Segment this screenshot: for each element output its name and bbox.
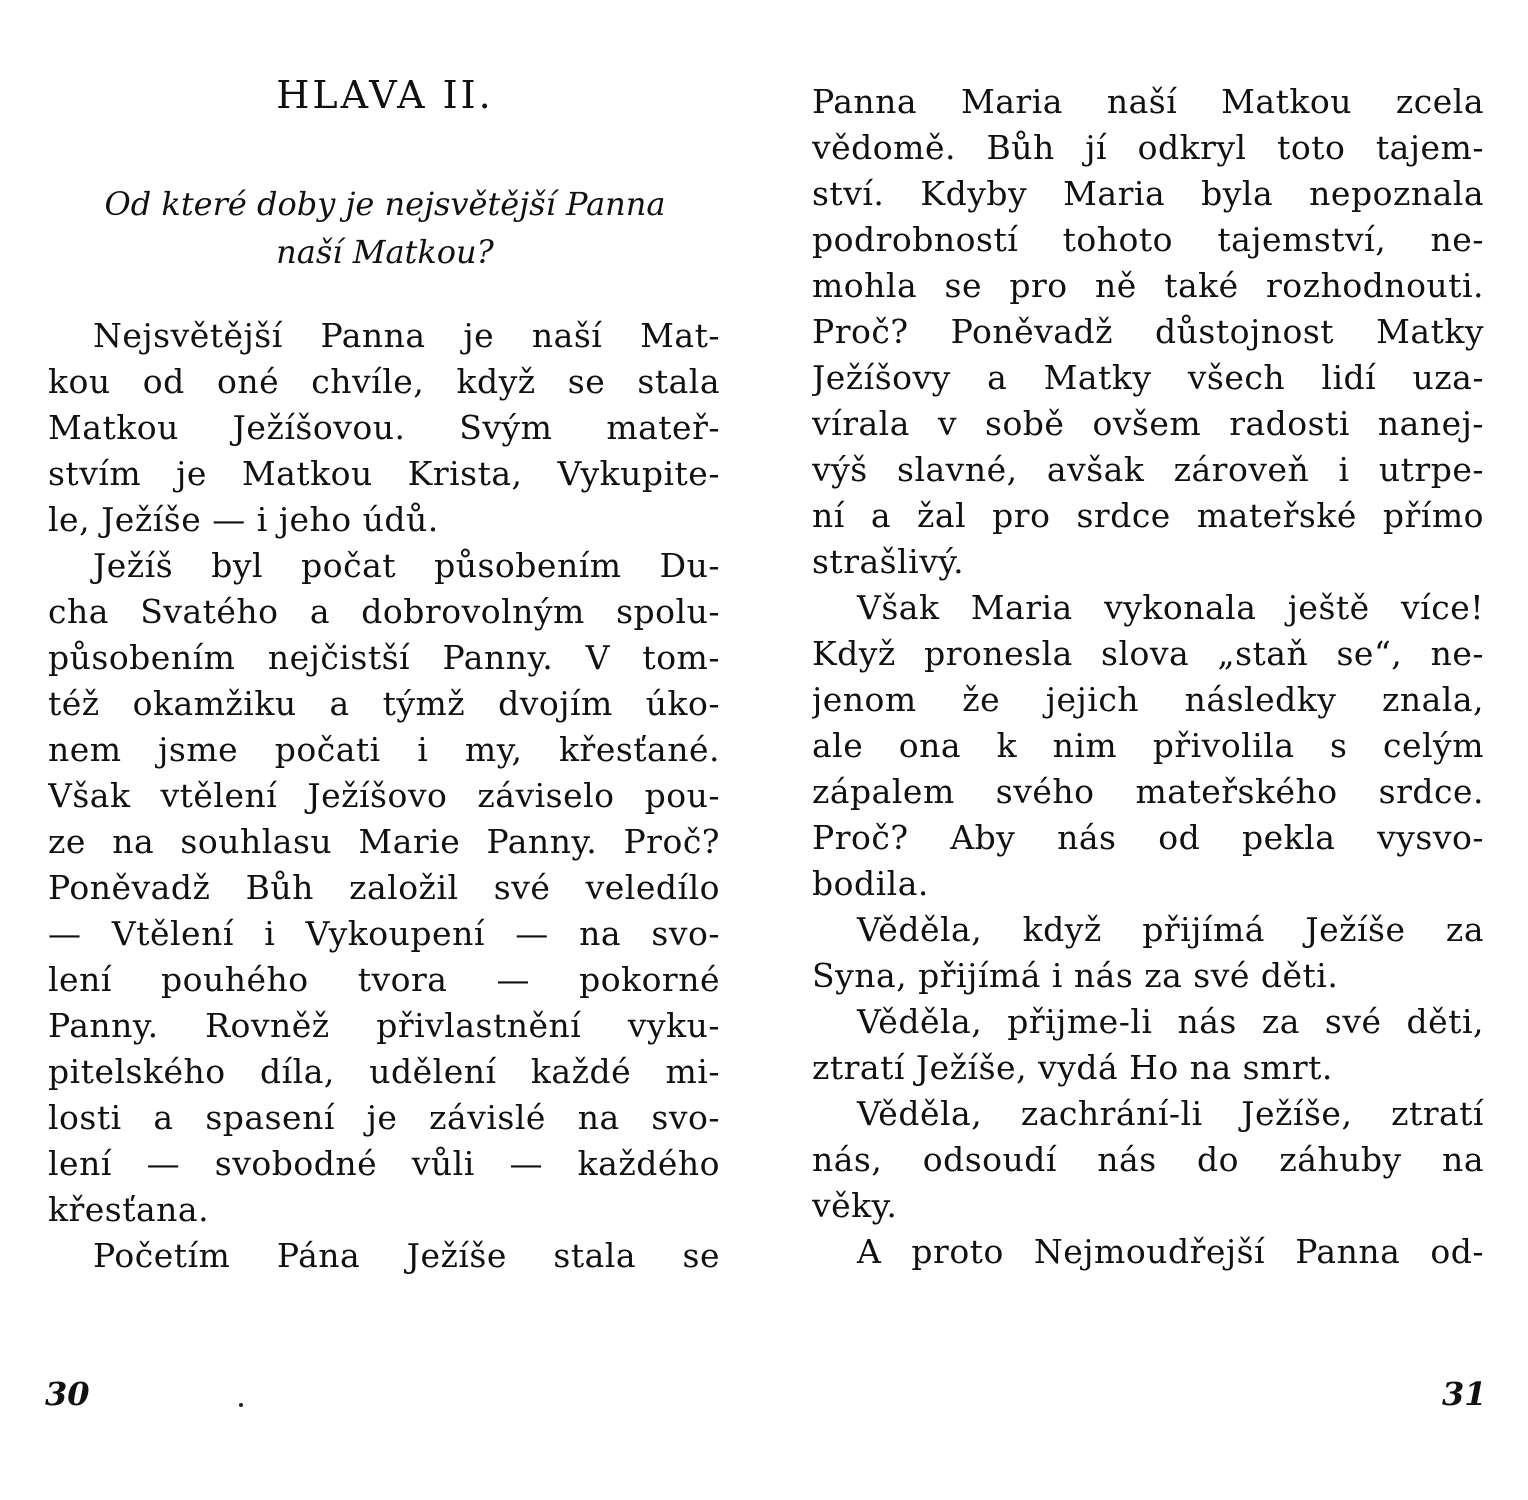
text-line: nás, odsoudí nás do záhuby na [812, 1140, 1484, 1179]
text-line: Syna, přijímá i nás za své děti. [812, 956, 1339, 995]
text-line: ství. Kdyby Maria byla nepoznala [812, 174, 1484, 213]
right-page [764, 0, 1528, 1500]
text-line: lení — svobodné vůli — každého [48, 1144, 720, 1183]
text-line: též okamžiku a týmž dvojím úko- [48, 684, 720, 723]
chapter-question [45, 180, 725, 276]
text-line: Však vtělení Ježíšovo záviselo pou- [48, 776, 720, 815]
text-line: Nejsvětější Panna je naší Mat- [93, 316, 720, 355]
text-line: Ježíš byl počat působením Du- [93, 546, 720, 585]
text-line: — Vtělení i Vykoupení — na svo- [48, 914, 720, 953]
text-line: Proč? Aby nás od pekla vysvo- [812, 818, 1484, 857]
text-line: A proto Nejmoudřejší Panna od- [857, 1232, 1484, 1271]
text-line: vírala v sobě ovšem radosti nanej- [812, 404, 1484, 443]
text-line: působením nejčistší Panny. V tom- [48, 638, 720, 677]
text-line: strašlivý. [812, 542, 965, 581]
text-line: Panny. Rovněž přivlastnění vyku- [48, 1006, 720, 1045]
text-line: Proč? Poněvadž důstojnost Matky [812, 312, 1484, 351]
text-line: Když pronesla slova „staň se“, ne- [812, 634, 1484, 673]
text-line: Matkou Ježíšovou. Svým mateř- [48, 408, 720, 447]
text-line: bodila. [812, 864, 929, 903]
page-number: 30 [45, 1375, 90, 1413]
print-speck [239, 1403, 243, 1407]
text-line: výš slavné, avšak zároveň i utrpe- [812, 450, 1484, 489]
text-line: podrobností tohoto tajemství, ne- [812, 220, 1484, 259]
text-line: ze na souhlasu Marie Panny. Proč? [48, 822, 720, 861]
right-body-text [812, 79, 1484, 1275]
text-line: Věděla, přijme-li nás za své děti, [857, 1002, 1484, 1041]
text-line: vědomě. Bůh jí odkryl toto tajem- [812, 128, 1484, 167]
text-line: Však Maria vykonala ještě více! [857, 588, 1484, 627]
text-line: nem jsme počati i my, křesťané. [48, 730, 720, 769]
text-line: cha Svatého a dobrovolným spolu- [48, 592, 720, 631]
text-line: stvím je Matkou Krista, Vykupite- [48, 454, 720, 493]
text-line: zápalem svého mateřského srdce. [812, 772, 1484, 811]
text-line: Věděla, když přijímá Ježíše za [857, 910, 1484, 949]
text-line: mohla se pro ně také rozhodnouti. [812, 266, 1484, 305]
question-line: Od které doby je nejsvětější Panna [104, 185, 666, 223]
text-line: Početím Pána Ježíše stala se [93, 1236, 720, 1275]
page-number: 31 [1442, 1375, 1487, 1413]
text-line: Poněvadž Bůh založil své veledílo [48, 868, 720, 907]
text-line: jenom že jejich následky znala, [812, 680, 1484, 719]
text-line: věky. [812, 1186, 898, 1225]
chapter-heading: HLAVA II. [276, 73, 494, 117]
text-line: losti a spasení je závislé na svo- [48, 1098, 720, 1137]
text-line: ní a žal pro srdce mateřské přímo [812, 496, 1484, 535]
text-line: Panna Maria naší Matkou zcela [812, 82, 1484, 121]
text-line: ztratí Ježíše, vydá Ho na smrt. [812, 1048, 1333, 1087]
text-line: kou od oné chvíle, když se stala [48, 362, 720, 401]
text-line: le, Ježíše — i jeho údů. [48, 500, 439, 539]
text-line: Věděla, zachrání-li Ježíše, ztratí [857, 1094, 1484, 1133]
text-line: pitelského díla, udělení každé mi- [48, 1052, 720, 1091]
text-line: ale ona k nim přivolila s celým [812, 726, 1484, 765]
text-line: křesťana. [48, 1190, 210, 1229]
text-line: lení pouhého tvora — pokorné [48, 960, 720, 999]
left-body-text [48, 313, 720, 1279]
question-line: naší Matkou? [276, 233, 494, 271]
text-line: Ježíšovy a Matky všech lidí uza- [812, 358, 1484, 397]
